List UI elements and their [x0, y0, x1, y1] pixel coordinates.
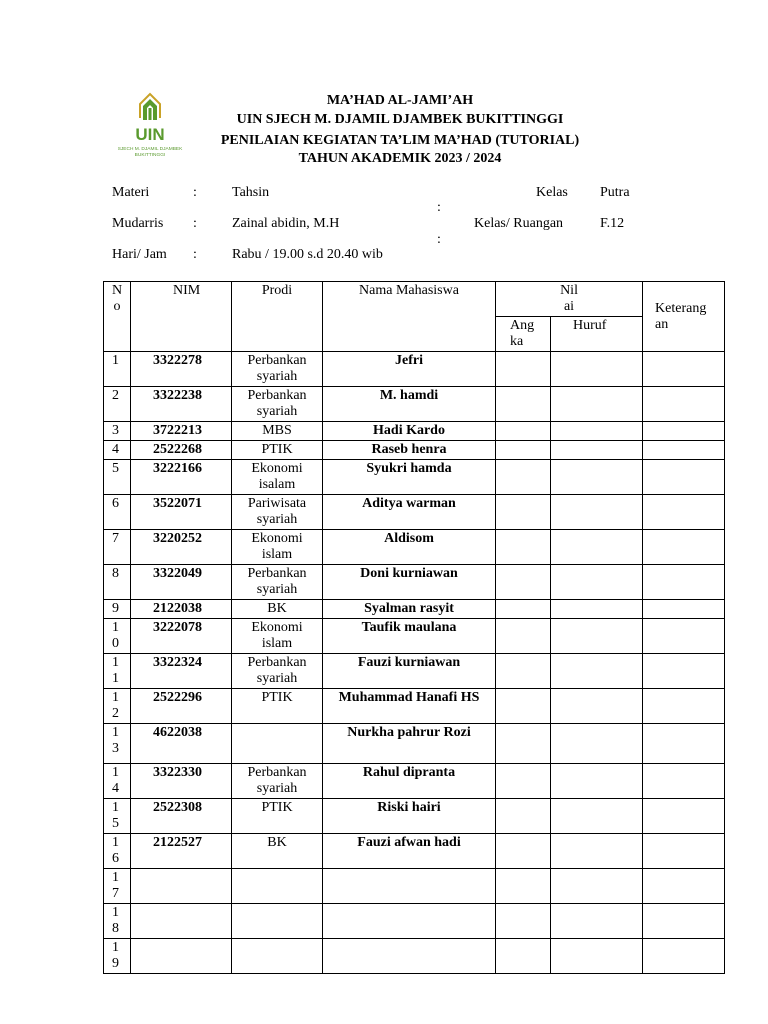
cell-no: 1 2 — [104, 689, 131, 724]
table-row — [104, 619, 725, 654]
ruangan-colon: : — [437, 232, 441, 247]
cell-angka — [496, 600, 551, 619]
cell-nama: Fauzi kurniawan — [323, 654, 496, 689]
table-row — [104, 654, 725, 689]
cell-nama: Rahul dipranta — [323, 764, 496, 799]
cell-angka — [496, 441, 551, 460]
cell-huruf — [551, 724, 643, 764]
cell-no: 1 4 — [104, 764, 131, 799]
header-academic-year: TAHUN AKADEMIK 2023 / 2024 — [298, 151, 502, 166]
cell-prodi: Perbankan syariah — [232, 565, 323, 600]
cell-angka — [496, 530, 551, 565]
cell-no: 9 — [104, 600, 131, 619]
cell-angka — [496, 387, 551, 422]
cell-huruf — [551, 939, 643, 974]
cell-nama: Taufik maulana — [323, 619, 496, 654]
cell-nim: 3522071 — [131, 495, 232, 530]
cell-nim: 2522308 — [131, 799, 232, 834]
cell-angka — [496, 764, 551, 799]
cell-keterangan — [643, 799, 725, 834]
table-row — [104, 724, 725, 764]
hari-label: Hari/ Jam — [112, 247, 167, 262]
ruangan-label: Kelas/ Ruangan — [474, 216, 564, 231]
cell-angka — [496, 689, 551, 724]
cell-keterangan — [643, 352, 725, 387]
cell-huruf — [551, 834, 643, 869]
cell-nama: Doni kurniawan — [323, 565, 496, 600]
cell-angka — [496, 724, 551, 764]
cell-no: 1 0 — [104, 619, 131, 654]
header-nim: NIM — [131, 282, 232, 352]
table-row — [104, 834, 725, 869]
cell-angka — [496, 654, 551, 689]
cell-angka — [496, 565, 551, 600]
cell-huruf — [551, 422, 643, 441]
cell-nim: 2522268 — [131, 441, 232, 460]
cell-prodi: Ekonomi islam — [232, 619, 323, 654]
cell-no: 8 — [104, 565, 131, 600]
cell-huruf — [551, 799, 643, 834]
cell-nim: 3220252 — [131, 530, 232, 565]
cell-prodi: Pariwisata syariah — [232, 495, 323, 530]
table-row — [104, 352, 725, 387]
cell-huruf — [551, 460, 643, 495]
cell-huruf — [551, 441, 643, 460]
cell-nim: 3322238 — [131, 387, 232, 422]
header-keterangan: Keterang an — [643, 282, 725, 352]
cell-keterangan — [643, 764, 725, 799]
mudarris-value: Zainal abidin, M.H — [232, 216, 340, 231]
table-row — [104, 460, 725, 495]
header-nilai: Nil ai — [496, 282, 643, 317]
table-row — [104, 764, 725, 799]
cell-nama: Aldisom — [323, 530, 496, 565]
cell-nama: M. hamdi — [323, 387, 496, 422]
hari-value: Rabu / 19.00 s.d 20.40 wib — [232, 247, 383, 262]
header-nama: Nama Mahasiswa — [323, 282, 496, 352]
uin-logo — [112, 90, 188, 162]
cell-keterangan — [643, 495, 725, 530]
cell-prodi — [232, 939, 323, 974]
cell-nama: Aditya warman — [323, 495, 496, 530]
cell-no: 1 — [104, 352, 131, 387]
cell-nim — [131, 904, 232, 939]
grades-table — [103, 281, 725, 974]
table-row — [104, 422, 725, 441]
cell-nim: 3322278 — [131, 352, 232, 387]
svg-text:BUKITTINGGI: BUKITTINGGI — [134, 153, 166, 158]
cell-prodi: PTIK — [232, 799, 323, 834]
table-row — [104, 904, 725, 939]
cell-no: 1 7 — [104, 869, 131, 904]
cell-keterangan — [643, 387, 725, 422]
cell-huruf — [551, 495, 643, 530]
cell-no: 5 — [104, 460, 131, 495]
cell-prodi: BK — [232, 600, 323, 619]
mudarris-colon: : — [193, 216, 197, 231]
table-row — [104, 530, 725, 565]
cell-prodi: PTIK — [232, 441, 323, 460]
cell-huruf — [551, 904, 643, 939]
table-row — [104, 939, 725, 974]
cell-keterangan — [643, 619, 725, 654]
cell-keterangan — [643, 565, 725, 600]
cell-angka — [496, 834, 551, 869]
cell-nim: 2122527 — [131, 834, 232, 869]
header-assessment-title: PENILAIAN KEGIATAN TA’LIM MA’HAD (TUTORIAL) — [220, 133, 580, 148]
cell-prodi: Ekonomi islam — [232, 530, 323, 565]
cell-nama: Syalman rasyit — [323, 600, 496, 619]
header-prodi: Prodi — [232, 282, 323, 352]
table-row — [104, 799, 725, 834]
cell-angka — [496, 460, 551, 495]
cell-huruf — [551, 654, 643, 689]
cell-huruf — [551, 764, 643, 799]
cell-huruf — [551, 387, 643, 422]
svg-text:SJECH M. DJAMIL DJAMBEK: SJECH M. DJAMIL DJAMBEK — [117, 147, 183, 152]
table-row — [104, 600, 725, 619]
cell-nim: 4622038 — [131, 724, 232, 764]
cell-no: 1 6 — [104, 834, 131, 869]
cell-nim: 2522296 — [131, 689, 232, 724]
svg-text:UIN: UIN — [135, 125, 165, 144]
cell-nama: Jefri — [323, 352, 496, 387]
cell-angka — [496, 939, 551, 974]
cell-prodi: Perbankan syariah — [232, 387, 323, 422]
cell-keterangan — [643, 869, 725, 904]
cell-nim — [131, 869, 232, 904]
materi-colon: : — [193, 185, 197, 200]
cell-nim: 3322330 — [131, 764, 232, 799]
cell-no: 1 1 — [104, 654, 131, 689]
cell-huruf — [551, 689, 643, 724]
cell-prodi: Ekonomi isalam — [232, 460, 323, 495]
cell-keterangan — [643, 530, 725, 565]
mudarris-label: Mudarris — [112, 216, 164, 231]
cell-angka — [496, 869, 551, 904]
cell-no: 3 — [104, 422, 131, 441]
cell-nama: Muhammad Hanafi HS — [323, 689, 496, 724]
cell-prodi: MBS — [232, 422, 323, 441]
cell-angka — [496, 422, 551, 441]
cell-nama: Fauzi afwan hadi — [323, 834, 496, 869]
materi-value: Tahsin — [232, 185, 270, 200]
cell-nim: 3322324 — [131, 654, 232, 689]
cell-nama: Hadi Kardo — [323, 422, 496, 441]
cell-no: 1 9 — [104, 939, 131, 974]
cell-keterangan — [643, 939, 725, 974]
cell-nim: 3222078 — [131, 619, 232, 654]
table-row — [104, 565, 725, 600]
cell-huruf — [551, 530, 643, 565]
table-row — [104, 495, 725, 530]
cell-nama: Raseb henra — [323, 441, 496, 460]
cell-nama: Riski hairi — [323, 799, 496, 834]
cell-no: 1 8 — [104, 904, 131, 939]
cell-nim: 2122038 — [131, 600, 232, 619]
cell-prodi: Perbankan syariah — [232, 654, 323, 689]
table-row — [104, 441, 725, 460]
cell-no: 1 3 — [104, 724, 131, 764]
cell-keterangan — [643, 460, 725, 495]
cell-keterangan — [643, 834, 725, 869]
kelas-label: Kelas — [536, 185, 568, 200]
ruangan-value: F.12 — [600, 216, 625, 231]
cell-prodi: BK — [232, 834, 323, 869]
header-university: UIN SJECH M. DJAMIL DJAMBEK BUKITTINGGI — [236, 112, 564, 127]
cell-prodi: Perbankan syariah — [232, 352, 323, 387]
cell-prodi — [232, 869, 323, 904]
hari-colon: : — [193, 247, 197, 262]
cell-keterangan — [643, 654, 725, 689]
cell-prodi: Perbankan syariah — [232, 764, 323, 799]
header-no: N o — [104, 282, 131, 352]
cell-huruf — [551, 565, 643, 600]
cell-huruf — [551, 619, 643, 654]
cell-keterangan — [643, 904, 725, 939]
cell-keterangan — [643, 600, 725, 619]
header-institute: MA’HAD AL-JAMI’AH — [326, 93, 474, 108]
cell-huruf — [551, 869, 643, 904]
cell-angka — [496, 799, 551, 834]
kelas-value: Putra — [600, 185, 630, 200]
cell-angka — [496, 619, 551, 654]
cell-nama — [323, 869, 496, 904]
cell-nama — [323, 939, 496, 974]
cell-prodi: PTIK — [232, 689, 323, 724]
cell-nim: 3222166 — [131, 460, 232, 495]
cell-no: 4 — [104, 441, 131, 460]
cell-prodi — [232, 904, 323, 939]
cell-angka — [496, 352, 551, 387]
kelas-colon: : — [437, 200, 441, 215]
cell-no: 1 5 — [104, 799, 131, 834]
cell-no: 2 — [104, 387, 131, 422]
cell-nama: Syukri hamda — [323, 460, 496, 495]
cell-keterangan — [643, 422, 725, 441]
cell-huruf — [551, 600, 643, 619]
cell-nama — [323, 904, 496, 939]
cell-angka — [496, 904, 551, 939]
materi-label: Materi — [112, 185, 150, 200]
cell-angka — [496, 495, 551, 530]
cell-nim: 3322049 — [131, 565, 232, 600]
cell-nim: 3722213 — [131, 422, 232, 441]
cell-no: 6 — [104, 495, 131, 530]
cell-nama: Nurkha pahrur Rozi — [323, 724, 496, 764]
cell-huruf — [551, 352, 643, 387]
table-row — [104, 689, 725, 724]
header-huruf: Huruf — [551, 317, 643, 352]
cell-keterangan — [643, 689, 725, 724]
table-row — [104, 387, 725, 422]
cell-keterangan — [643, 441, 725, 460]
cell-prodi — [232, 724, 323, 764]
cell-nim — [131, 939, 232, 974]
cell-no: 7 — [104, 530, 131, 565]
cell-keterangan — [643, 724, 725, 764]
header-angka: Ang ka — [496, 317, 551, 352]
table-row — [104, 869, 725, 904]
